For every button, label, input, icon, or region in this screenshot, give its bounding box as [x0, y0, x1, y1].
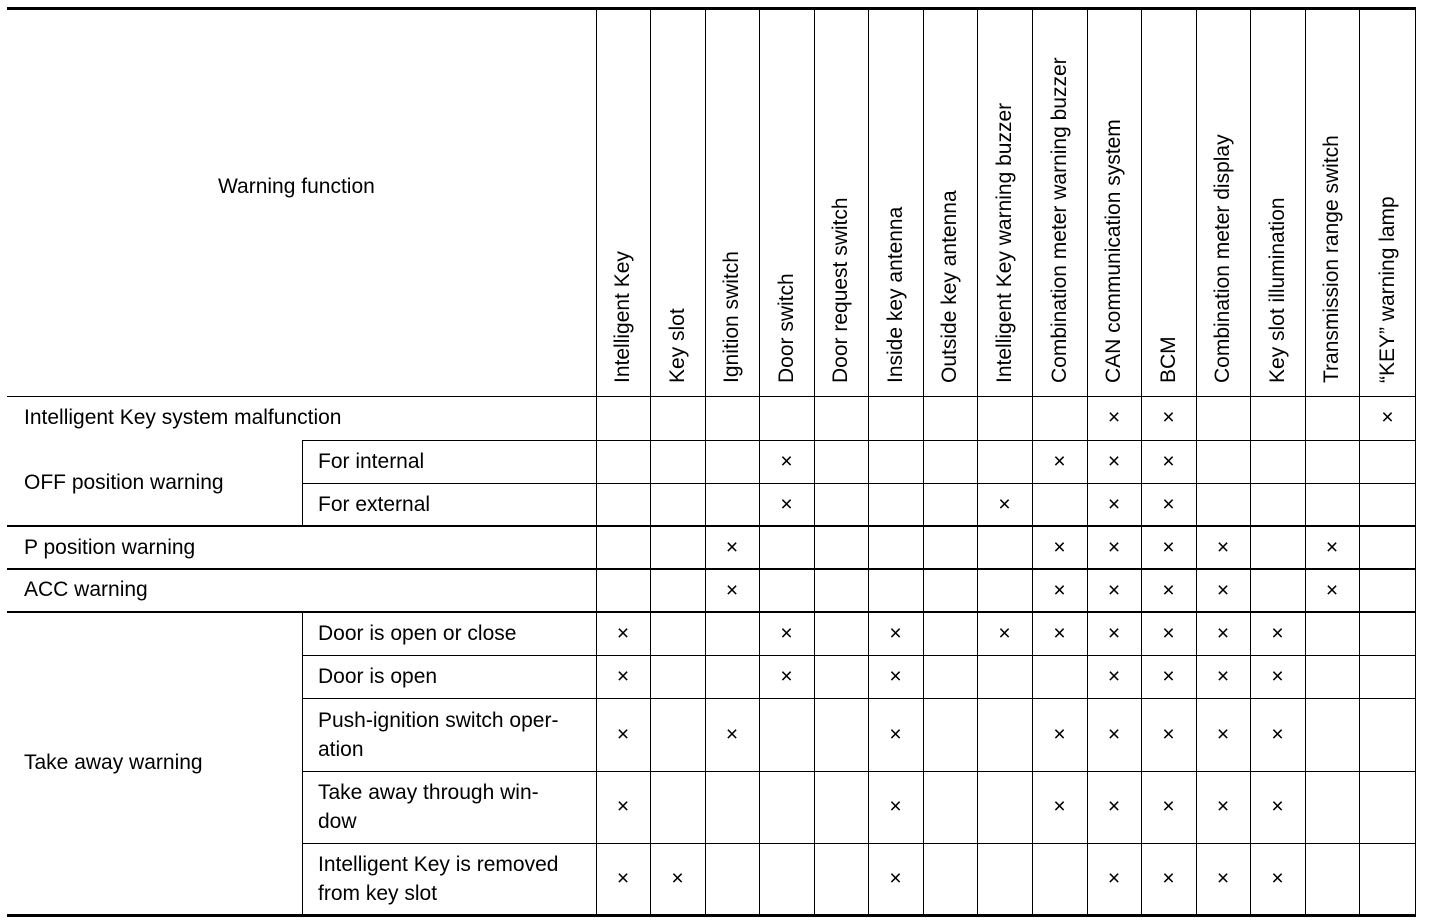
- row-sub-label-line: For internal: [318, 450, 425, 473]
- cross-mark: ×: [1162, 866, 1175, 890]
- column-header: Combination meter warning buzzer: [1047, 57, 1071, 383]
- row-sub-label-line: Intelligent Key is removed: [318, 852, 559, 876]
- cross-mark: ×: [1107, 621, 1121, 645]
- cross-mark: ×: [1271, 795, 1284, 818]
- row-sub-label: [318, 778, 539, 836]
- cross-mark: ×: [1325, 578, 1339, 602]
- grid-line-vertical: [759, 7, 760, 915]
- cross-mark: ×: [1107, 578, 1121, 602]
- row-sub-label-line: Door is open: [318, 665, 438, 688]
- cross-mark: ×: [1107, 406, 1121, 429]
- grid-line-horizontal: [7, 525, 1416, 527]
- column-header: Key slot: [665, 308, 689, 383]
- column-header: Intelligent Key: [611, 251, 634, 383]
- row-sub-label: [318, 662, 437, 691]
- column-header: Door request switch: [829, 197, 852, 383]
- row-sub-label: [318, 850, 558, 908]
- grid-line-vertical: [923, 7, 924, 915]
- cross-mark: ×: [1053, 722, 1066, 746]
- cross-mark: ×: [1162, 621, 1175, 645]
- column-header: BCM: [1156, 336, 1180, 383]
- cross-mark: ×: [1053, 449, 1066, 473]
- row-sub-label: [318, 490, 430, 519]
- column-header: Door switch: [774, 273, 798, 383]
- column-header: Transmission range switch: [1320, 135, 1343, 383]
- row-sub-label: [318, 706, 558, 764]
- cross-mark: ×: [1216, 795, 1230, 818]
- column-header: Outside key antenna: [938, 190, 961, 383]
- cross-mark: ×: [998, 492, 1011, 516]
- cross-mark: ×: [1053, 578, 1066, 602]
- cross-mark: ×: [1053, 535, 1066, 559]
- grid-line-vertical: [302, 440, 303, 526]
- cross-mark: ×: [1053, 621, 1066, 645]
- cross-mark: ×: [616, 664, 630, 688]
- cross-mark: ×: [1271, 722, 1284, 746]
- grid-line-vertical: [705, 7, 706, 915]
- cross-mark: ×: [616, 795, 630, 818]
- cross-mark: ×: [1216, 535, 1230, 559]
- grid-line-vertical: [1305, 7, 1306, 915]
- cross-mark: ×: [1325, 535, 1339, 559]
- cross-mark: ×: [1216, 664, 1230, 688]
- warning-function-table: [7, 7, 1416, 917]
- grid-line-horizontal: [302, 843, 1416, 844]
- column-header: Combination meter display: [1211, 134, 1234, 383]
- cross-mark: ×: [1216, 722, 1230, 746]
- cross-mark: ×: [725, 578, 739, 602]
- grid-line-vertical: [868, 7, 869, 915]
- cross-mark: ×: [1162, 449, 1175, 473]
- cross-mark: ×: [1162, 535, 1175, 559]
- cross-mark: ×: [1107, 664, 1121, 688]
- column-header: Ignition switch: [720, 251, 743, 383]
- warning-function-heading: Warning function: [218, 175, 375, 198]
- grid-line-horizontal: [7, 568, 1416, 570]
- cross-mark: ×: [1271, 664, 1284, 688]
- grid-line-vertical: [977, 7, 978, 915]
- cross-mark: ×: [780, 449, 793, 473]
- row-sub-label: [318, 447, 424, 476]
- cross-mark: ×: [1271, 866, 1284, 890]
- cross-mark: ×: [1053, 795, 1066, 818]
- cross-mark: ×: [1107, 449, 1121, 473]
- row-sub-label-line: ation: [318, 737, 364, 761]
- row-sub-label: [318, 619, 516, 648]
- row-sub-label-line: from key slot: [318, 881, 438, 905]
- row-sub-label-line: Take away through win-: [318, 781, 539, 804]
- cross-mark: ×: [725, 535, 739, 559]
- grid-line-horizontal: [302, 440, 1416, 441]
- column-header: Intelligent Key warning buzzer: [992, 102, 1016, 383]
- cross-mark: ×: [1216, 621, 1230, 645]
- cross-mark: ×: [1107, 866, 1121, 890]
- group-label-take-away-warning: Take away warning: [24, 751, 203, 774]
- cross-mark: ×: [1162, 578, 1175, 602]
- column-header: Key slot illumination: [1265, 197, 1289, 383]
- grid-line-horizontal: [7, 611, 1416, 613]
- grid-line-horizontal: [302, 655, 1416, 656]
- cross-mark: ×: [889, 621, 902, 645]
- group-label-off-position-warning: OFF position warning: [24, 471, 224, 494]
- column-header: Inside key antenna: [883, 206, 907, 383]
- grid-line-horizontal: [7, 396, 1416, 397]
- cross-mark: ×: [998, 621, 1011, 645]
- cross-mark: ×: [1107, 722, 1121, 746]
- row-sub-label-line: Door is open or close: [318, 622, 517, 645]
- grid-line-vertical: [1032, 7, 1033, 915]
- row-sub-label-line: For external: [318, 493, 431, 516]
- cross-mark: ×: [1271, 621, 1284, 645]
- grid-line-vertical: [650, 7, 651, 915]
- grid-line-vertical: [814, 7, 815, 915]
- grid-line-horizontal: [302, 771, 1416, 772]
- cross-mark: ×: [780, 664, 793, 688]
- grid-line-vertical: [1196, 7, 1197, 915]
- cross-mark: ×: [889, 722, 902, 746]
- group-label-intelligent-key-system-malfunction: Intelligent Key system malfunction: [24, 406, 342, 429]
- cross-mark: ×: [671, 866, 684, 890]
- cross-mark: ×: [889, 795, 902, 818]
- row-sub-label-line: Push-ignition switch oper-: [318, 708, 559, 732]
- group-label-acc-warning: ACC warning: [24, 578, 148, 601]
- cross-mark: ×: [889, 866, 902, 890]
- cross-mark: ×: [725, 722, 739, 746]
- cross-mark: ×: [1162, 795, 1175, 818]
- grid-line-horizontal: [302, 698, 1416, 699]
- column-header: CAN communication system: [1102, 119, 1125, 383]
- cross-mark: ×: [1381, 406, 1394, 429]
- cross-mark: ×: [1162, 664, 1175, 688]
- grid-line-vertical: [1415, 7, 1416, 915]
- cross-mark: ×: [1216, 578, 1230, 602]
- cross-mark: ×: [616, 621, 630, 645]
- cross-mark: ×: [1162, 406, 1175, 429]
- cross-mark: ×: [616, 866, 630, 890]
- cross-mark: ×: [1216, 866, 1230, 890]
- cross-mark: ×: [780, 492, 793, 516]
- cross-mark: ×: [1162, 492, 1175, 516]
- grid-line-horizontal: [7, 7, 1416, 10]
- group-label-p-position-warning: P position warning: [24, 536, 196, 559]
- grid-line-vertical: [302, 612, 303, 914]
- column-header: “KEY” warning lamp: [1375, 196, 1399, 383]
- cross-mark: ×: [1162, 722, 1175, 746]
- cross-mark: ×: [1107, 535, 1121, 559]
- row-sub-label-line: dow: [318, 810, 357, 833]
- grid-line-vertical: [1359, 7, 1360, 915]
- cross-mark: ×: [889, 664, 902, 688]
- grid-line-horizontal: [302, 483, 1416, 484]
- cross-mark: ×: [1107, 795, 1121, 818]
- cross-mark: ×: [1107, 492, 1121, 516]
- cross-mark: ×: [616, 722, 630, 746]
- grid-line-horizontal: [7, 914, 1416, 917]
- grid-line-vertical: [1087, 7, 1088, 915]
- grid-line-vertical: [1141, 7, 1142, 915]
- grid-line-vertical: [1250, 7, 1251, 915]
- grid-line-vertical: [596, 7, 597, 915]
- cross-mark: ×: [780, 621, 793, 645]
